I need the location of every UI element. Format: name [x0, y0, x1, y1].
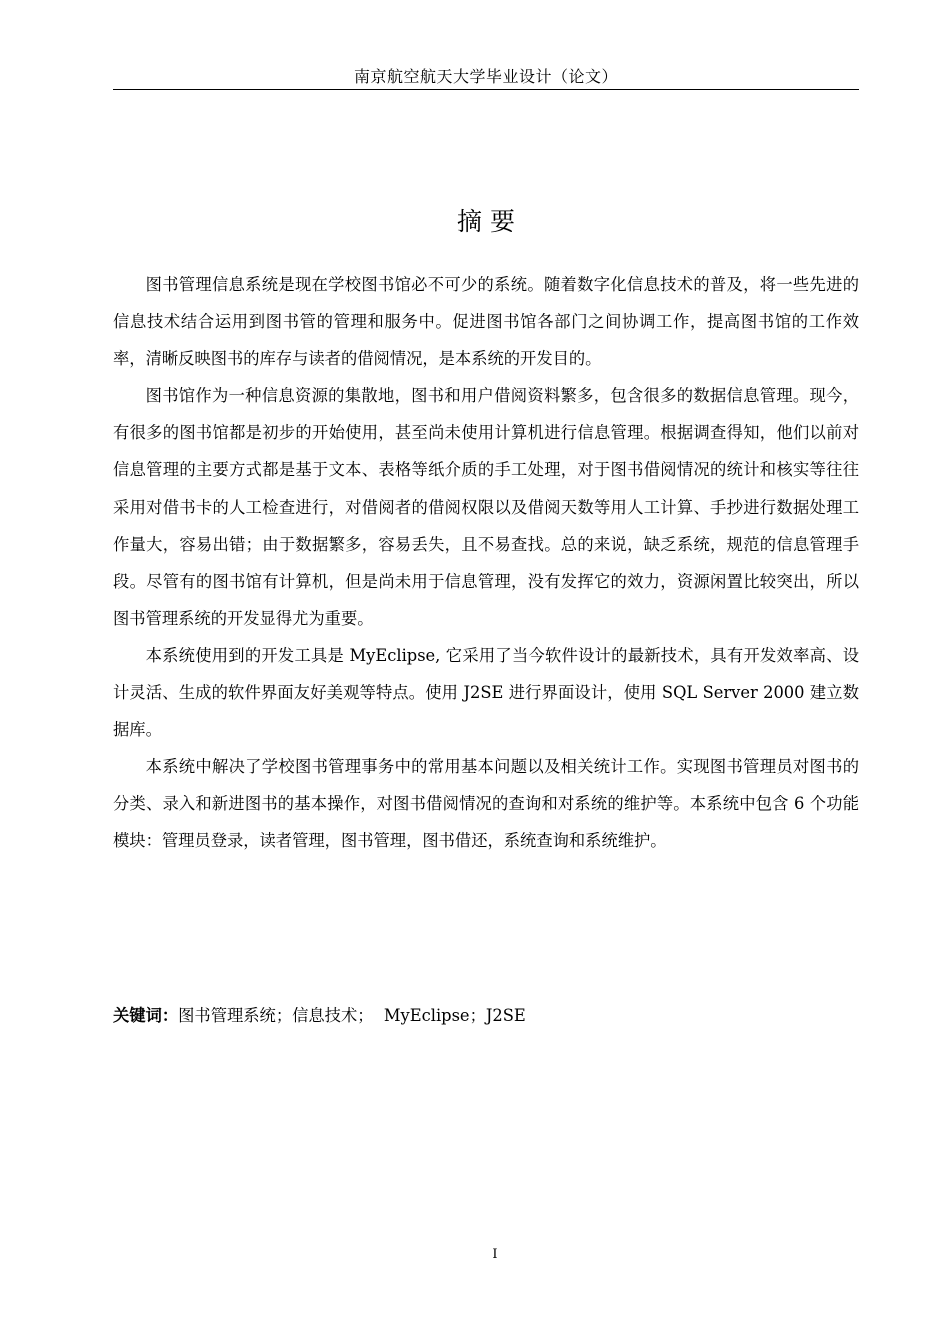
abstract-paragraph-1: 图书管理信息系统是现在学校图书馆必不可少的系统。随着数字化信息技术的普及，将一些先进的信息技术结合运用到图书管的管理和服务中。促进图书馆各部门之间协调工作，提高图书馆的工作效率，清晰反映图书的库存与读者的借阅情况，是本系统的开发目的。: [113, 275, 859, 369]
keywords-label: 关键词：: [113, 1006, 179, 1025]
abstract-paragraph-4: 本系统中解决了学校图书管理事务中的常用基本问题以及相关统计工作。实现图书管理员对图书的分类、录入和新进图书的基本操作，对图书借阅情况的查询和对系统的维护等。本系统中包含 6 个功能模块：管理员登录，读者管理，图书管理，图书借还，系统查询和系统维护。: [113, 757, 859, 851]
keywords-line: [113, 1001, 859, 1031]
page-number: I: [492, 1247, 498, 1262]
header-rule: [113, 89, 859, 90]
abstract-title: 摘要: [456, 207, 523, 236]
running-header: 南京航空航天大学毕业设计（论文）: [353, 67, 618, 86]
keywords-text: 图书管理系统；信息技术； MyEclipse；J2SE: [178, 1006, 526, 1025]
abstract-body: [113, 266, 859, 860]
abstract-paragraph-2: 图书馆作为一种信息资源的集散地，图书和用户借阅资料繁多，包含很多的数据信息管理。现今，有很多的图书馆都是初步的开始使用，甚至尚未使用计算机进行信息管理。根据调查得知，他们以前对信息管理的主要方式都是基于文本、表格等纸介质的手工处理，对于图书借阅情况的统计和核实等往往采用对借书卡的人工检查进行，对借阅者的借阅权限以及借阅天数等用人工计算、手抄进行数据处理工作量大，容易出错；由于数据繁多，容易丢失，且不易查找。总的来说，缺乏系统，规范的信息管理手段。尽管有的图书馆有计算机，但是尚未用于信息管理，没有发挥它的效力，资源闲置比较突出，所以图书管理系统的开发显得尤为重要。: [113, 386, 859, 628]
abstract-paragraph-3: 本系统使用到的开发工具是 MyEclipse, 它采用了当今软件设计的最新技术，具有开发效率高、设计灵活、生成的软件界面友好美观等特点。使用 J2SE 进行界面设计，使用 SQL Server 2000 建立数据库。: [113, 645, 859, 740]
